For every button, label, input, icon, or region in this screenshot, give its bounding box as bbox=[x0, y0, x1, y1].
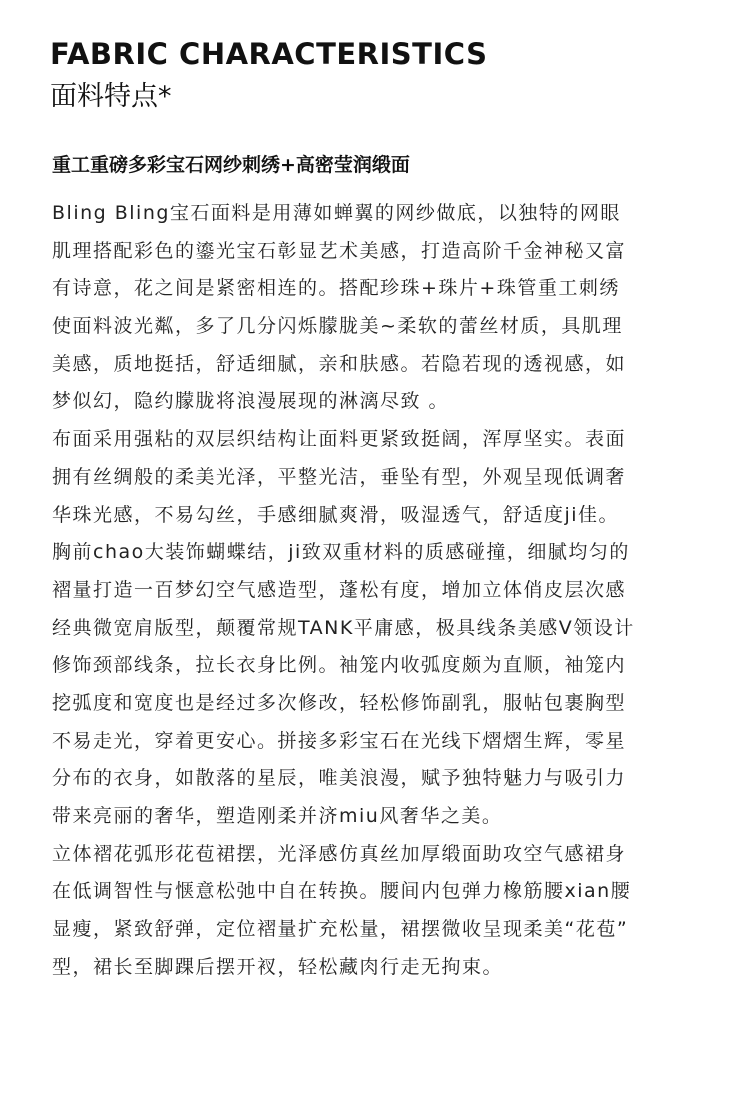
fabric-subtitle: 重工重磅多彩宝石网纱刺绣+高密莹润缎面 bbox=[52, 154, 410, 176]
description-line: 分布的衣身，如散落的星辰，唯美浪漫，赋予独特魅力与吸引力 bbox=[52, 767, 627, 790]
description-line: 拥有丝绸般的柔美光泽，平整光洁，垂坠有型，外观呈现低调奢 bbox=[52, 465, 627, 488]
fabric-description bbox=[52, 195, 722, 986]
section-title-chinese: 面料特点* bbox=[50, 81, 172, 112]
description-line: 使面料波光粼，多了几分闪烁朦胧美~柔软的蕾丝材质，具肌理 bbox=[52, 315, 623, 338]
description-line: 褶量打造一百梦幻空气感造型，蓬松有度，增加立体俏皮层次感 bbox=[52, 578, 627, 601]
description-line: 带来亮丽的奢华，塑造刚柔并济miu风奢华之美。 bbox=[52, 805, 503, 827]
description-line: 胸前chao大装饰蝴蝶结，ji致双重材料的质感碰撞，细腻均匀的 bbox=[52, 541, 630, 564]
description-line: 在低调智性与惬意松弛中自在转换。腰间内包弹力橡筋腰xian腰 bbox=[52, 880, 632, 903]
description-line: 不易走光，穿着更安心。拼接多彩宝石在光线下熠熠生辉，零星 bbox=[52, 729, 627, 752]
description-line: 型，裙长至脚踝后摆开衩，轻松藏肉行走无拘束。 bbox=[52, 955, 504, 978]
description-line: Bling Bling宝石面料是用薄如蝉翼的网纱做底，以独特的网眼 bbox=[52, 202, 621, 224]
description-line: 有诗意，花之间是紧密相连的。搭配珍珠+珠片+珠管重工刺绣 bbox=[52, 277, 620, 300]
description-line: 布面采用强粘的双层织结构让面料更紧致挺阔，浑厚坚实。表面 bbox=[52, 428, 627, 451]
description-line: 挖弧度和宽度也是经过多次修改，轻松修饰副乳，服帖包裹胸型 bbox=[52, 691, 627, 714]
section-title-english: FABRIC CHARACTERISTICS bbox=[50, 37, 488, 71]
description-line: 显瘦，紧致舒弹，定位褶量扩充松量，裙摆微收呈现柔美“花苞” bbox=[52, 918, 629, 941]
description-line: 立体褶花弧形花苞裙摆，光泽感仿真丝加厚缎面助攻空气感裙身 bbox=[52, 842, 627, 865]
description-line: 华珠光感，不易勾丝，手感细腻爽滑，吸湿透气，舒适度ji佳。 bbox=[52, 503, 620, 526]
description-line: 美感，质地挺括，舒适细腻，亲和肤感。若隐若现的透视感，如 bbox=[52, 352, 627, 375]
description-line: 修饰颈部线条，拉长衣身比例。袖笼内收弧度颇为直顺，袖笼内 bbox=[52, 654, 627, 677]
description-line: 经典微宽肩版型，颠覆常规TANK平庸感，极具线条美感V领设计 bbox=[52, 616, 635, 639]
description-line: 肌理搭配彩色的鎏光宝石彰显艺术美感，打造高阶千金神秘又富 bbox=[52, 239, 627, 262]
description-line: 梦似幻，隐约朦胧将浪漫展现的淋漓尽致 。 bbox=[52, 390, 450, 413]
